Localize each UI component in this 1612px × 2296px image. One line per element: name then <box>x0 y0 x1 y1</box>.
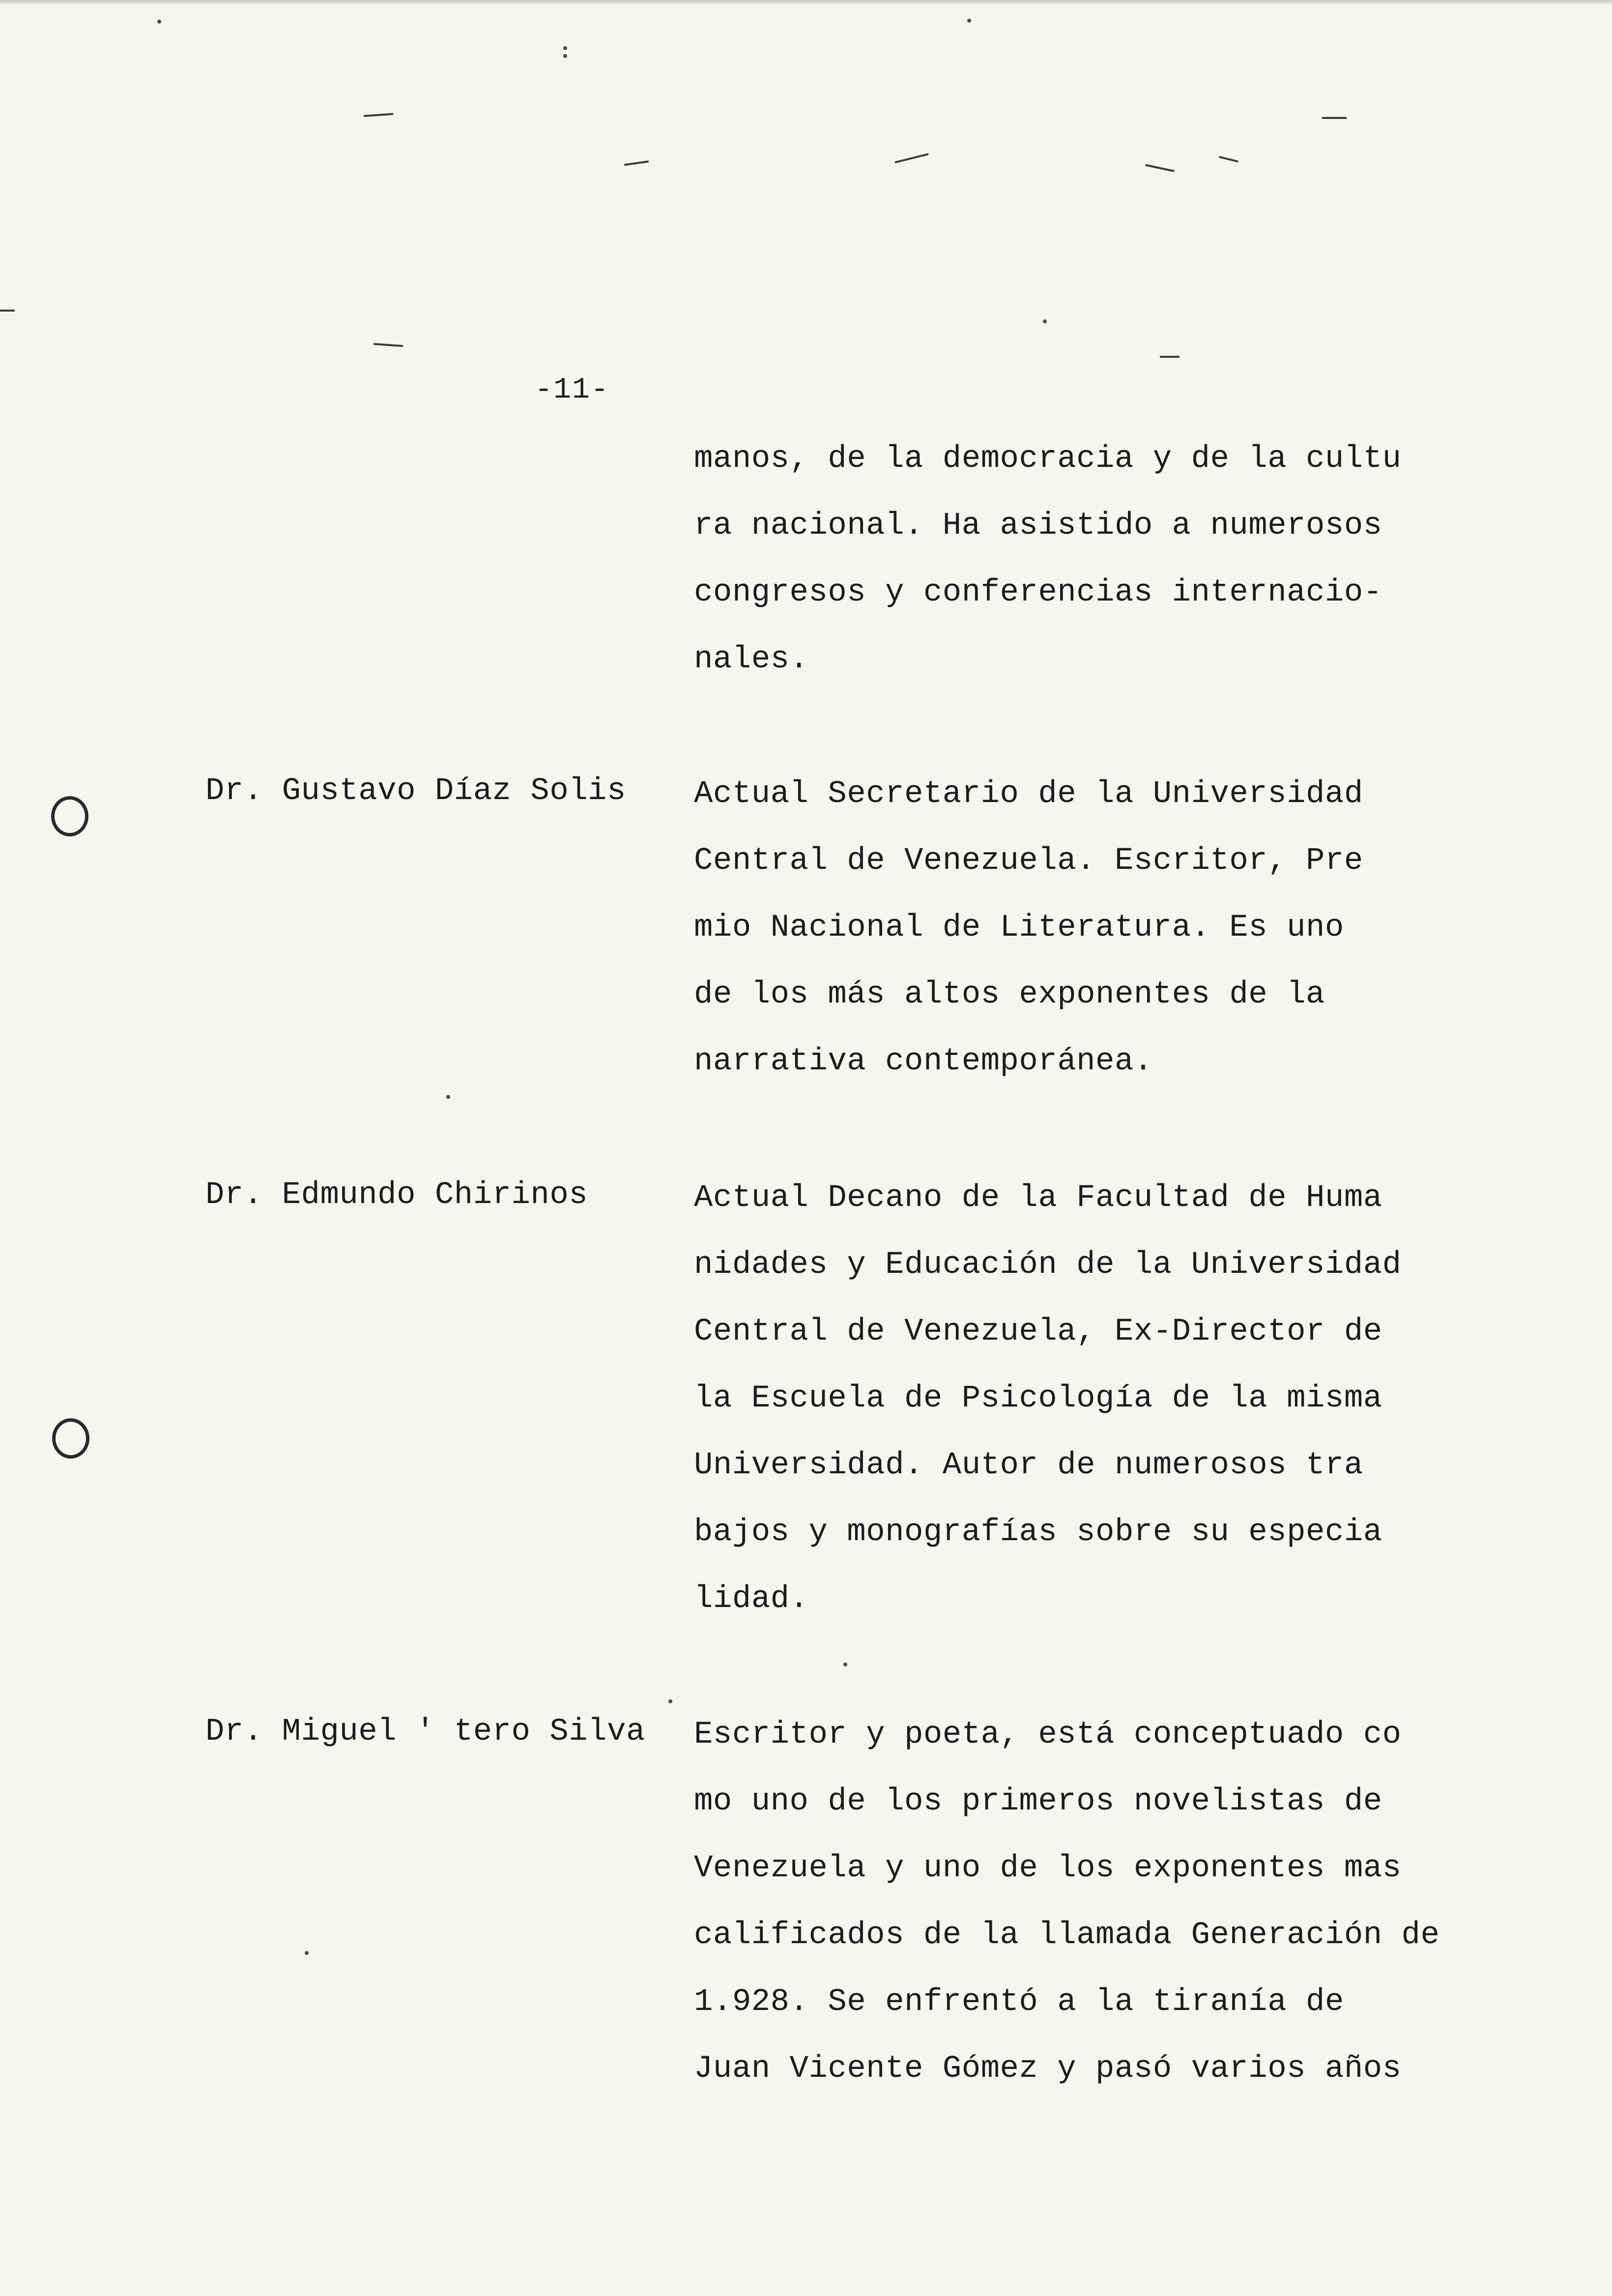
punch-hole <box>51 796 88 836</box>
scan-speck <box>374 343 403 347</box>
scan-speck <box>563 46 567 50</box>
scan-speck <box>668 1699 672 1703</box>
scan-speck <box>895 153 929 164</box>
scan-speck <box>1160 356 1180 358</box>
page-top-edge <box>0 0 1612 5</box>
entry-name-chirinos: Dr. Edmundo Chirinos <box>205 1177 588 1213</box>
scan-speck <box>1145 164 1175 172</box>
scan-speck <box>364 113 393 117</box>
entry-name-otero-silva: Dr. Miguel ' tero Silva <box>205 1714 645 1750</box>
scan-speck <box>563 54 567 58</box>
punch-hole <box>52 1418 89 1459</box>
scan-speck <box>157 20 161 24</box>
scan-speck <box>446 1095 450 1099</box>
entry-description-chirinos: Actual Decano de la Facultad de Huma nidades y Educación de la Universidad Central de Venezuela, Ex-Director de la Escuela de Psicología de la misma Universidad. Autor de numerosos tra bajos y monografías sobre su especia lidad. <box>694 1180 1402 1617</box>
continuation-paragraph: manos, de la democracia y de la cultu ra nacional. Ha asistido a numerosos congresos y conferencias internacio- nales. <box>694 441 1402 677</box>
scan-speck <box>1219 156 1238 163</box>
scan-speck <box>0 310 15 312</box>
entry-description-diaz-solis: Actual Secretario de la Universidad Central de Venezuela. Escritor, Pre mio Nacional de Literatura. Es uno de los más altos exponentes de la narrativa contemporánea. <box>694 776 1363 1079</box>
scan-speck <box>624 161 649 166</box>
scan-speck <box>967 19 971 23</box>
scan-speck <box>305 1951 309 1955</box>
entry-description-otero-silva: Escritor y poeta, está conceptuado co mo uno de los primeros novelistas de Venezuela y uno de los exponentes mas calificados de la llamada Generación de 1.928. Se enfrentó a la tiranía de Juan Vicente Gómez y pasó varios años <box>694 1717 1440 2087</box>
scan-speck <box>1043 319 1047 323</box>
entry-name-diaz-solis: Dr. Gustavo Díaz Solis <box>205 774 626 809</box>
scan-speck <box>843 1663 847 1666</box>
scan-speck <box>1322 117 1347 119</box>
page-number: -11- <box>535 373 610 407</box>
